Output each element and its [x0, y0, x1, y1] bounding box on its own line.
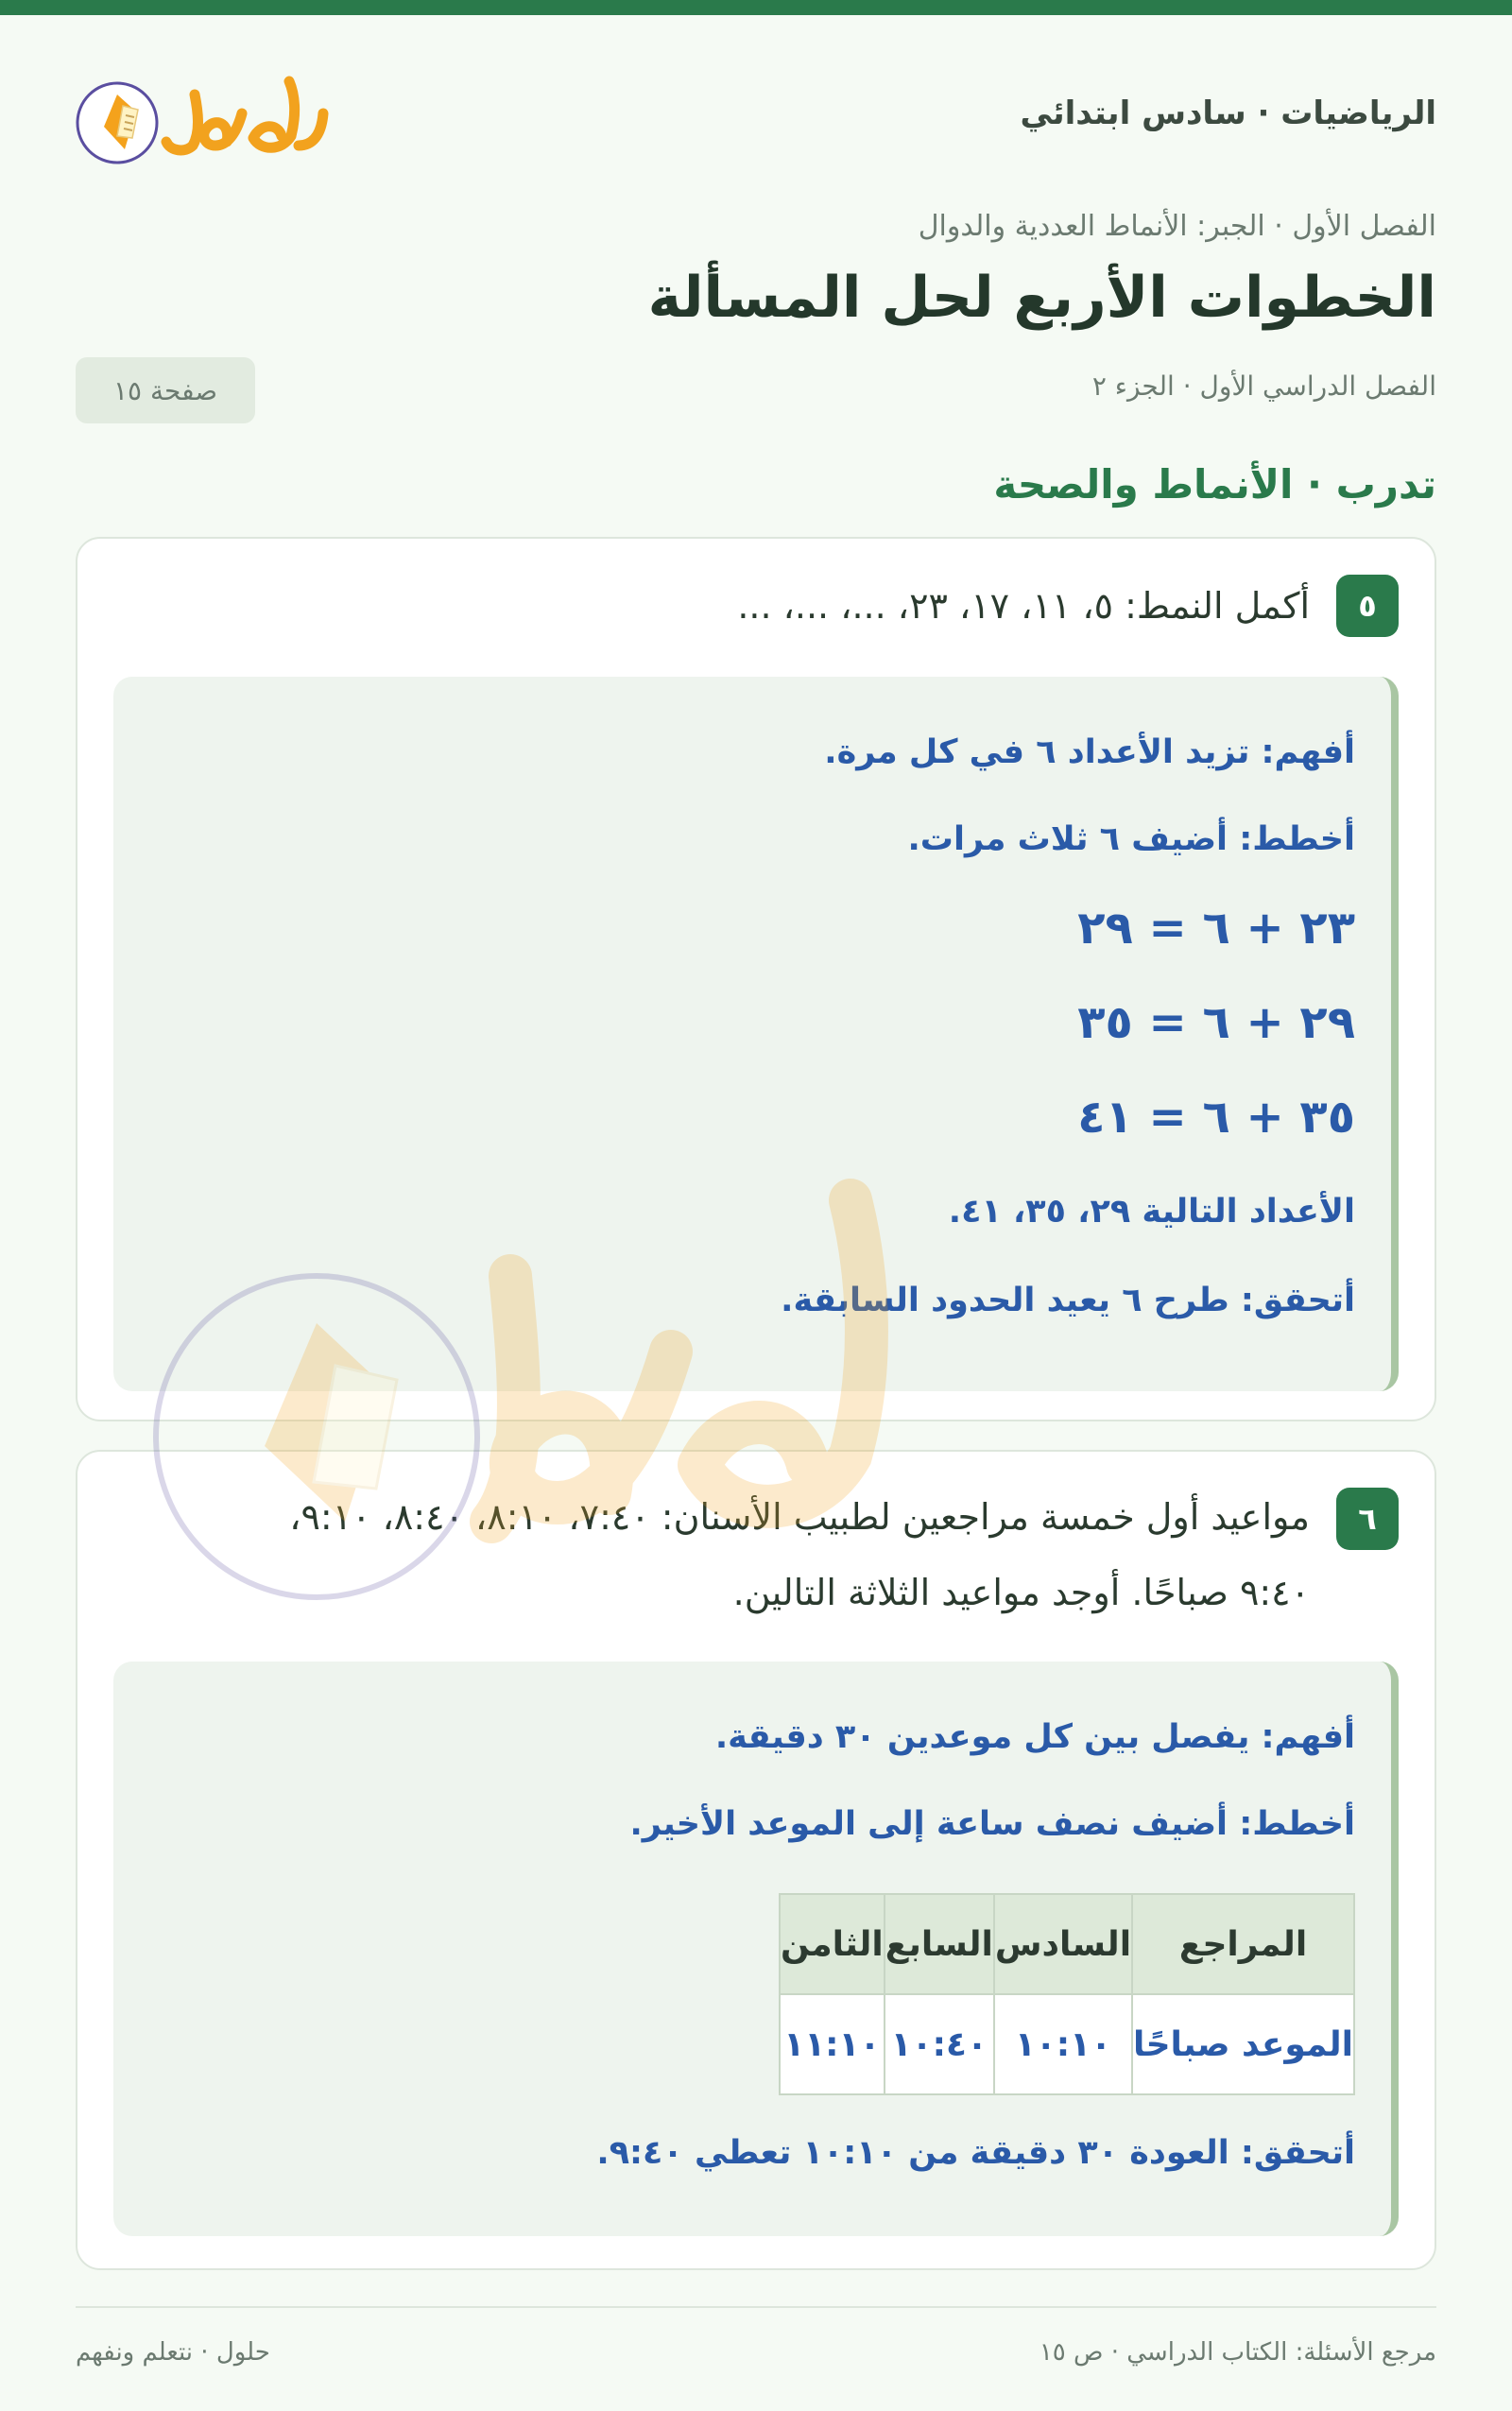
- solution-panel: [113, 1662, 1399, 2236]
- subject-label: الرياضيات · سادس ابتدائي: [1020, 95, 1436, 132]
- table-cell: ١٠:٤٠: [885, 1994, 994, 2094]
- question-card-6: [76, 1450, 1436, 2270]
- question-text-line-2: ٩:٤٠ صباحًا. أوجد مواعيد الثلاثة التالين.: [732, 1572, 1310, 1613]
- hulul-logo[interactable]: [76, 57, 340, 170]
- appointments-table: [779, 1893, 1355, 2095]
- footer-brand: حلول · نتعلم ونفهم: [76, 2338, 270, 2367]
- table-header-cell: السابع: [885, 1894, 994, 1994]
- page-number-badge: صفحة ١٥: [76, 357, 255, 423]
- calculation-line: ٣٥ + ٦ = ٤١: [1077, 1091, 1355, 1144]
- table-row: [780, 1994, 1354, 2094]
- top-accent-bar: [0, 0, 1512, 15]
- calculation-line: ٢٩ + ٦ = ٣٥: [1077, 996, 1355, 1049]
- page-header: [76, 57, 1436, 170]
- table-cell: الموعد صباحًا: [1132, 1994, 1354, 2094]
- question-text-line-1: مواعيد أول خمسة مراجعين لطبيب الأسنان: ٧:٤٠، ٨:١٠، ٨:٤٠، ٩:١٠،: [289, 1496, 1310, 1538]
- term-label: الفصل الدراسي الأول · الجزء ٢: [1091, 370, 1436, 402]
- footer-divider: [76, 2306, 1436, 2308]
- footer-reference: مرجع الأسئلة: الكتاب الدراسي · ص ١٥: [1039, 2338, 1436, 2367]
- check-step: أتحقق: العودة ٣٠ دقيقة من ١٠:١٠ تعطي ٩:٤٠.: [596, 2134, 1355, 2172]
- question-number-badge: ٥: [1336, 575, 1399, 637]
- table-cell: ١٠:١٠: [994, 1994, 1132, 2094]
- breadcrumb[interactable]: الفصل الأول · الجبر: الأنماط العددية والدوال: [918, 210, 1436, 243]
- plan-step: أخطط: أضيف ٦ ثلاث مرات.: [907, 820, 1355, 858]
- section-heading: تدرب · الأنماط والصحة: [993, 461, 1436, 508]
- page-title: الخطوات الأربع لحل المسألة: [647, 265, 1436, 331]
- check-step: أتحقق: طرح ٦ يعيد الحدود السابقة.: [781, 1282, 1355, 1319]
- solution-panel: [113, 677, 1399, 1391]
- table-header-row: [780, 1894, 1354, 1994]
- plan-step: أخطط: أضيف نصف ساعة إلى الموعد الأخير.: [629, 1805, 1355, 1843]
- calculation-line: ٢٣ + ٦ = ٢٩: [1077, 902, 1355, 955]
- answer-line: الأعداد التالية ٢٩، ٣٥، ٤١.: [948, 1193, 1355, 1231]
- table-header-cell: المراجع: [1132, 1894, 1354, 1994]
- question-card-5: [76, 537, 1436, 1421]
- table-header-cell: السادس: [994, 1894, 1132, 1994]
- understand-step: أفهم: تزيد الأعداد ٦ في كل مرة.: [824, 733, 1355, 771]
- question-number-badge: ٦: [1336, 1488, 1399, 1550]
- understand-step: أفهم: يفصل بين كل موعدين ٣٠ دقيقة.: [714, 1718, 1355, 1756]
- question-text: أكمل النمط: ٥، ١١، ١٧، ٢٣، ...، ...، ...: [737, 585, 1310, 627]
- table-cell: ١١:١٠: [780, 1994, 885, 2094]
- table-header-cell: الثامن: [780, 1894, 885, 1994]
